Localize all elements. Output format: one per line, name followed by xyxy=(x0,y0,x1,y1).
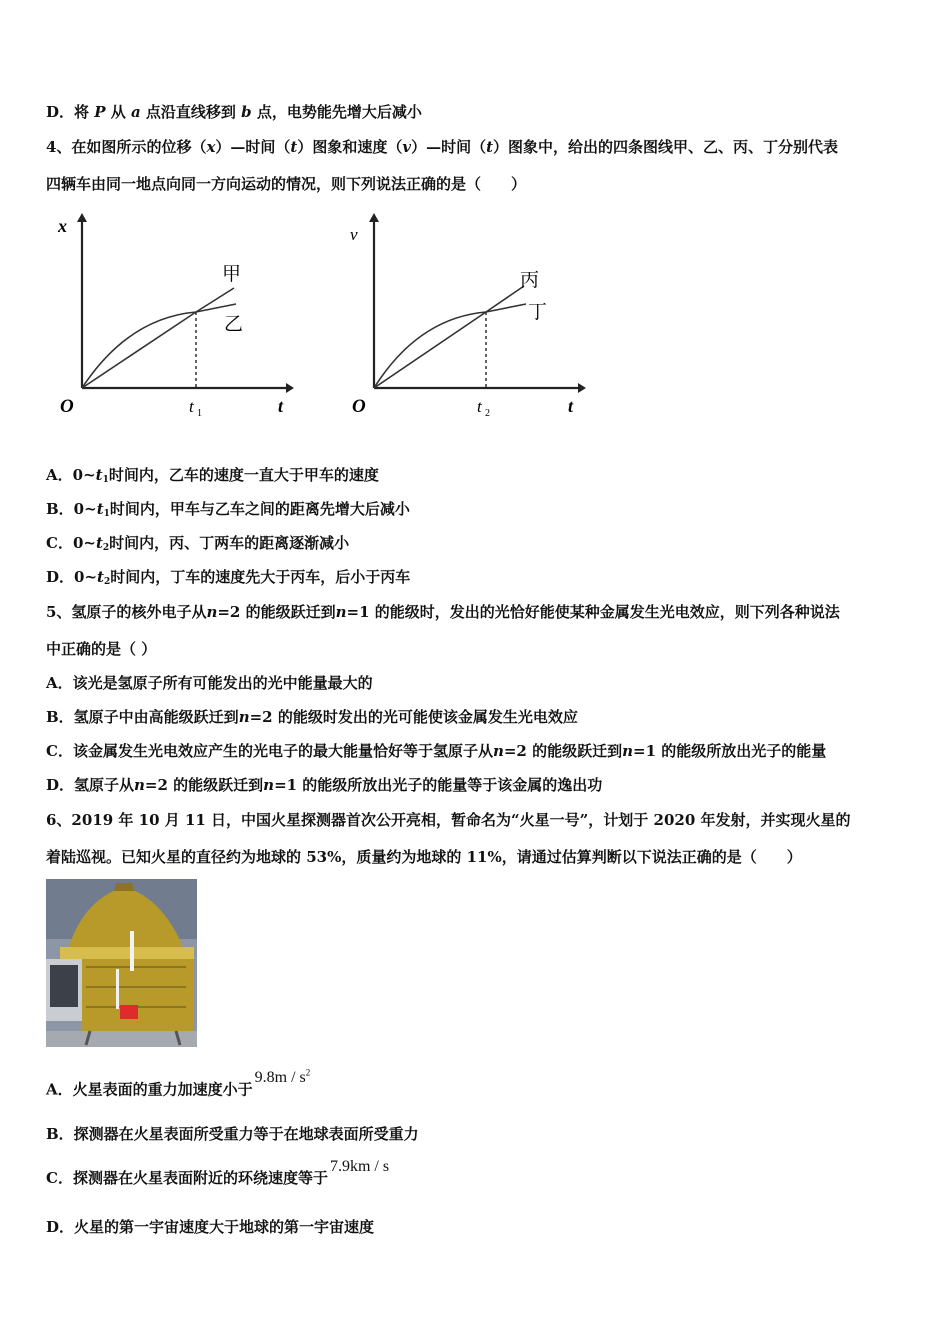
q6-stem-line2: 着陆巡视。已知火星的直径约为地球的 53%，质量约为地球的 11%，请通过估算判断以下说法正确的是（ ） xyxy=(46,848,802,866)
xt-origin-label: O xyxy=(60,396,74,417)
vt-line-bing xyxy=(374,286,524,388)
q5-option-d: D．氢原子从n=2 的能级跃迁到n=1 的能级所放出光子的能量等于该金属的逸出功 xyxy=(46,776,603,794)
q4-option-d: D．$0\sim t_2$时间内，丁车的速度先大于丙车，后小于丙车 xyxy=(46,568,411,587)
q5-option-c: C．该金属发生光电效应产生的光电子的最大能量恰好等于氢原子从n=2 的能级跃迁到n=1 的能级所放出光子的能量 xyxy=(46,742,827,760)
xt-t1-label: t xyxy=(189,397,194,416)
xt-x-label: t xyxy=(278,396,284,416)
formula-7-9: 7.9km / s xyxy=(329,1158,390,1175)
vt-t2-sub: 2 xyxy=(485,408,490,419)
q5-option-b: B．氢原子中由高能级跃迁到n=2 的能级时发出的光可能使该金属发生光电效应 xyxy=(46,708,578,726)
probe-body xyxy=(82,959,194,1031)
q4-option-c: C．$0\sim t_2$时间内，丙、丁两车的距离逐渐减小 xyxy=(46,534,350,553)
q6-option-a: A．火星表面的重力加速度小于$9.8m / s^2$ xyxy=(46,1068,311,1099)
xt-label-jia: 甲 xyxy=(222,264,242,285)
xt-x-arrow xyxy=(286,383,294,393)
xt-label-yi: 乙 xyxy=(224,314,244,335)
vt-origin-label: O xyxy=(352,396,366,417)
vt-y-label: v xyxy=(350,225,358,244)
vt-label-ding: 丁 xyxy=(528,302,548,323)
q6-option-b: B．探测器在火星表面所受重力等于在地球表面所受重力 xyxy=(46,1125,419,1143)
vt-t2-label: t xyxy=(477,397,482,416)
vt-curve-ding xyxy=(374,304,526,388)
red-patch xyxy=(120,1005,138,1019)
q4-stem-line2: 四辆车由同一地点向同一方向运动的情况，则下列说法正确的是（ ） xyxy=(46,175,527,193)
vt-x-label: t xyxy=(568,396,574,416)
xt-y-arrow xyxy=(77,213,87,222)
q4-option-b: B．$0\sim t_1$时间内，甲车与乙车之间的距离先增大后减小 xyxy=(46,500,410,519)
q6-option-c: C．探测器在火星表面附近的环绕速度等于7.9km / s xyxy=(46,1158,390,1187)
q4-stem-line1: 4、在如图所示的位移（x）—时间（t）图象和速度（v）—时间（t）图象中，给出的四条图线甲、乙、丙、丁分别代表 xyxy=(46,138,839,156)
xt-line-jia xyxy=(82,288,234,388)
vt-graph xyxy=(340,210,590,425)
xt-graph xyxy=(46,210,296,425)
vt-y-arrow xyxy=(369,213,379,222)
mars-probe-photo xyxy=(46,879,197,1047)
xt-curve-yi xyxy=(82,304,236,388)
q6-option-d: D．火星的第一宇宙速度大于地球的第一宇宙速度 xyxy=(46,1218,375,1236)
q5-option-a: A．该光是氢原子所有可能发出的光中能量最大的 xyxy=(46,674,373,692)
formula-9-8: $9.8m / s^2$ xyxy=(254,1068,311,1087)
q5-stem-line2: 中正确的是（ ） xyxy=(46,640,157,658)
xt-t1-sub: 1 xyxy=(197,408,202,419)
q5-stem-line1: 5、氢原子的核外电子从n=2 的能级跃迁到n=1 的能级时，发出的光恰好能使某种金属发生光电效应，则下列各种说法 xyxy=(46,603,840,621)
vt-x-arrow xyxy=(578,383,586,393)
q6-stem-line1: 6、2019 年 10 月 11 日，中国火星探测器首次公开亮相，暂命名为“火星一号”，计划于 2020 年发射，并实现火星的 xyxy=(46,811,851,829)
q4-option-a: A．$0\sim t_1$时间内，乙车的速度一直大于甲车的速度 xyxy=(46,466,379,485)
q3-option-d: D．将 P 从 a 点沿直线移到 b 点，电势能先增大后减小 xyxy=(46,103,422,121)
xt-y-label: x xyxy=(58,216,67,236)
vt-label-bing: 丙 xyxy=(520,270,540,291)
